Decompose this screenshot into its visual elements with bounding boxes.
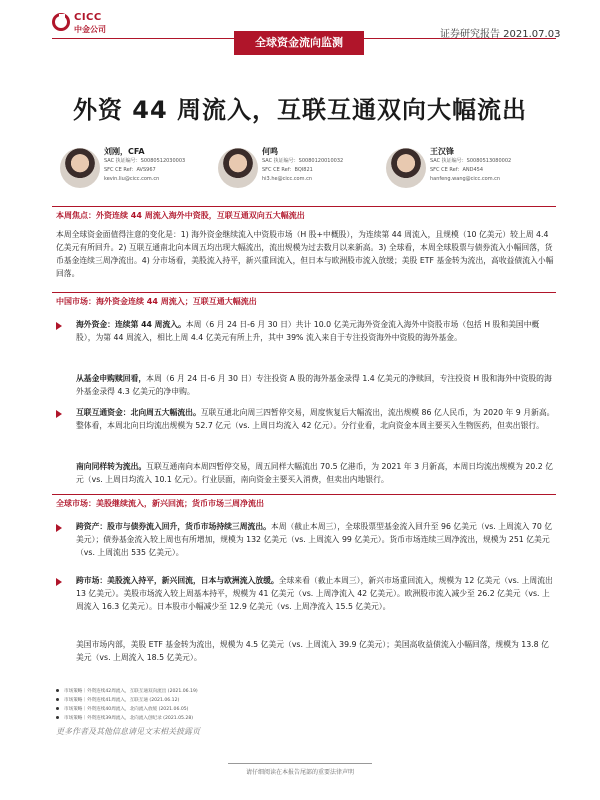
- bullet-lead: 互联互通资金：北向周五大幅流出。: [76, 408, 201, 417]
- author-card: [262, 146, 382, 184]
- focus-paragraph: 本周全球资金面值得注意的变化是：1) 海外资金继续流入中资股市场（H 股+中概股），为连续第 44 周流入，且规模（10 亿美元）较上周 4.4 亿美元有所回升。2) 互联互通南北向本周五均出现大幅流出，流出规模为过去数月以来新高。3) 全球看，本周全球股票与债券流入小幅回落，货币基金连续三周净流出。4) 分市场看，美股流入持平，新兴重回流入，但日本与欧洲股市流入放缓；美股 ETF 基金转为流出，高收益债流入小幅回落。: [56, 230, 554, 278]
- bullet-text: 互联互通北向周三四暂停交易，周度恢复后大幅流出，流出规模 86 亿人民币，为 2020 年 9 月新高。整体看，本周北向日均流出规模为 52.7 亿元（vs. 上周日均流入 42 亿元）。分行业看，北向资金本周主要买入生物医药，但卖出银行。: [76, 408, 555, 430]
- author-avatar: [60, 148, 100, 188]
- section-divider: [52, 292, 556, 293]
- bullet-lead: 南向同样转为流出。: [76, 462, 147, 471]
- focus-heading: 本周焦点：外资连续 44 周流入海外中资股，互联互通双向五大幅流出: [56, 211, 305, 220]
- author-avatar: [218, 148, 258, 188]
- related-report-item[interactable]: [56, 704, 356, 713]
- author-sfc: SFC CE Ref：AND454: [430, 167, 484, 173]
- global-bullet-1: [76, 520, 556, 559]
- author-sac: SAC 执证编号：S0080513080002: [430, 158, 512, 164]
- related-report-text: 市场策略｜外资连续40周流入，北向流入放缓 (2021.06.05): [64, 706, 189, 712]
- related-report-item[interactable]: [56, 695, 356, 704]
- author-avatar: [386, 148, 426, 188]
- bullet-arrow-icon: [56, 410, 62, 418]
- bullet-text: 本周（截止本周三），全球股票型基金流入回升至 96 亿美元（vs. 上周流入 70 亿美元）；债券基金流入较上周也有所增加，规模为 132 亿美元（vs. 上周流入 99 亿美元）。货币市场连续三周净流出，规模为 251 亿美元（vs. 上周流出 535 亿美元）。: [76, 522, 553, 557]
- bullet-lead: 跨市场：美股流入持平，新兴回流，日本与欧洲流入放缓。: [76, 576, 279, 585]
- related-report-text: 市场策略｜外资连续39周流入，北向流入创纪录 (2021.05.28): [64, 715, 194, 721]
- china-bullet-2: [76, 406, 556, 432]
- logo-text-cn: 中金公司: [74, 25, 106, 34]
- page-title: 外资 44 周流入，互联互通双向大幅流出: [72, 96, 528, 124]
- disclaimer-rule: [228, 763, 372, 764]
- bullet-arrow-icon: [56, 578, 62, 586]
- related-report-text: 市场策略｜外资连续42周流入，互联互通双向流出 (2021.06.19): [64, 688, 198, 694]
- legal-disclaimer: 请仔细阅读在本报告尾部的重要法律声明: [245, 769, 354, 776]
- global-bullet-2-sub: 美国市场内部，美股 ETF 基金转为流出，规模为 4.5 亿美元（vs. 上周流入 39.9 亿美元）；美国高收益债流入小幅回落，规模为 13.8 亿美元（vs. 上周流入 18.5 亿美元）。: [76, 640, 549, 662]
- bullet-arrow-icon: [56, 524, 62, 532]
- bullet-text: 本周（6 月 24 日-6 月 30 日）专注投资 A 股的海外基金录得 1.4 亿美元的净赎回，专注投资 H 股和海外中资股的海外基金录得 4.3 亿美元的净申购。: [76, 374, 552, 396]
- bullet-text: 互联互通南向本周四暂停交易，周五同样大幅流出 70.5 亿港币，为 2021 年 3 月新高，本周日均流出规模为 20.2 亿元（vs. 上周日均流入 10.1 亿元）。行业层面，南向资金主要买入消费，但卖出内地银行。: [76, 462, 553, 484]
- global-bullet-2: [76, 574, 556, 613]
- china-bullet-1-sub: [76, 372, 556, 398]
- china-heading: 中国市场：海外资金连续 44 周流入；互联互通大幅流出: [56, 297, 257, 306]
- china-bullet-1: [76, 318, 556, 344]
- bullet-text: 本周（6 月 24 日-6 月 30 日）共计 10.0 亿美元海外资金流入海外中资股市场（包括 H 股和美国中概股），为第 44 周流入，相比上周 4.4 亿美元有所上升，其中 39% 流入来自于专注投资海外中资股的海外基金。: [76, 320, 540, 342]
- bullet-arrow-icon: [56, 322, 62, 330]
- author-name: 何鸣: [262, 147, 278, 156]
- global-heading: 全球市场：美股继续流入，新兴回流；货币市场三周净流出: [56, 499, 264, 508]
- author-email[interactable]: hi3.he@cicc.com.cn: [262, 176, 312, 182]
- author-name: 王汉锋: [430, 147, 454, 156]
- related-report-item[interactable]: [56, 713, 356, 722]
- author-sfc: SFC CE Ref：AVS967: [104, 167, 156, 173]
- bullet-lead: 跨资产：股市与债券流入回升，货币市场持续三周流出。: [76, 522, 271, 531]
- author-sac: SAC 执证编号：S0080120010032: [262, 158, 344, 164]
- related-report-item[interactable]: [56, 686, 356, 695]
- author-email[interactable]: kevin.liu@cicc.com.cn: [104, 176, 160, 182]
- related-report-text: 市场策略｜外资连续41周流入，互联互通 (2021.06.12): [64, 697, 180, 703]
- author-card: [104, 146, 224, 184]
- bullet-text: 全球来看（截止本周三），新兴市场重回流入，规模为 12 亿美元（vs. 上周流出 13 亿美元）。美股市场流入较上周基本持平，规模为 41 亿美元（vs. 上周净流入 42 亿美元）。欧洲股市流入减少至 26.2 亿美元（vs. 上周流入 16.3 亿美元）。日本股市小幅减少至 12.9 亿美元（vs. 上周净流入 15.5 亿美元）。: [76, 576, 553, 611]
- more-info-note: 更多作者及其他信息请见文末相关披露页: [56, 727, 200, 736]
- cicc-logo-icon: [52, 13, 70, 31]
- section-divider: [52, 206, 556, 207]
- china-bullet-2-sub: [76, 460, 556, 486]
- report-series-tag: 全球资金流向监测: [234, 31, 364, 55]
- author-name: 刘刚，CFA: [104, 147, 145, 156]
- author-sac: SAC 执证编号：S0080512030003: [104, 158, 186, 164]
- bullet-dot-icon: [56, 707, 59, 710]
- bullet-dot-icon: [56, 689, 59, 692]
- related-reports-list: [56, 686, 356, 722]
- logo-text-en: CICC: [74, 12, 102, 23]
- author-email[interactable]: hanfeng.wang@cicc.com.cn: [430, 176, 501, 182]
- author-card: [430, 146, 556, 184]
- bullet-dot-icon: [56, 716, 59, 719]
- section-divider: [52, 494, 556, 495]
- author-sfc: SFC CE Ref：BQI821: [262, 167, 313, 173]
- bullet-lead: 海外资金：连续第 44 周流入。: [76, 320, 186, 329]
- bullet-dot-icon: [56, 698, 59, 701]
- report-type-date: 证券研究报告 2021.07.03: [440, 29, 561, 40]
- bullet-lead: 从基金申购赎回看，: [76, 374, 147, 383]
